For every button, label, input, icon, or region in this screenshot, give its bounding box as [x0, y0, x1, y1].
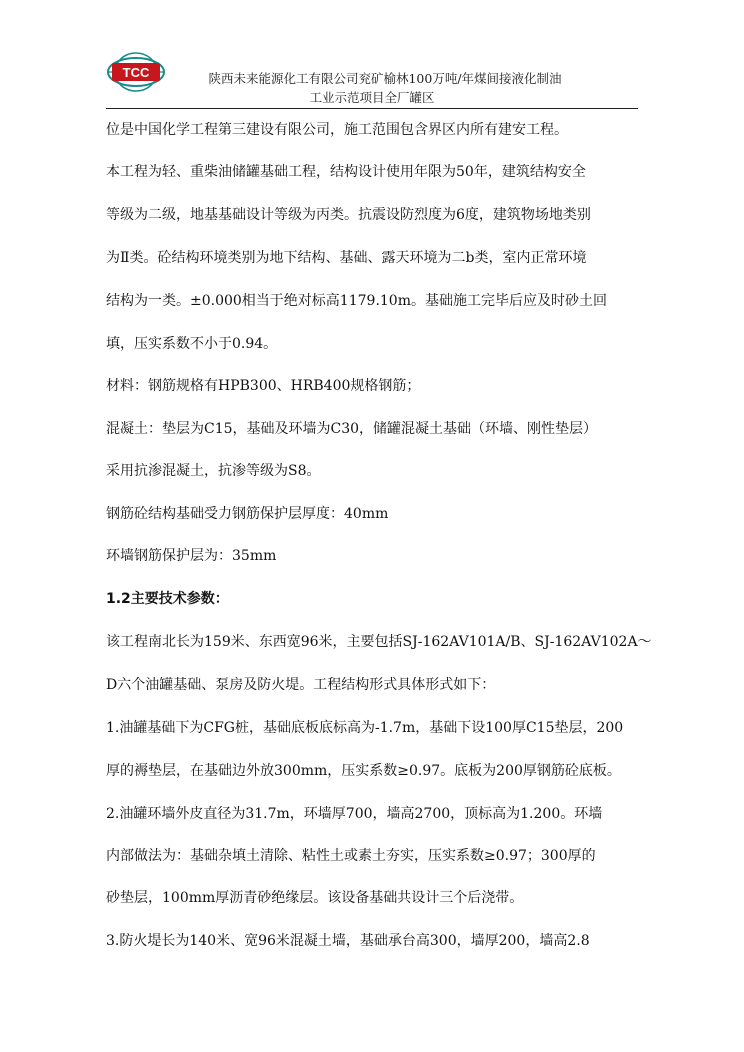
body-line: 钢筋砼结构基础受力钢筋保护层厚度：40mm	[106, 506, 389, 522]
header-divider	[106, 108, 638, 109]
body-line: 结构为一类。±0.000相当于绝对标高1179.10m。基础施工完毕后应及时砂土回	[106, 293, 607, 309]
body-line: 混凝土：垫层为C15，基础及环墙为C30，储罐混凝土基础（环墙、刚性垫层）	[106, 421, 598, 437]
section-heading: 1.2主要技术参数：	[106, 591, 229, 607]
body-line: 该工程南北长为159米、东西宽96米，主要包括SJ-162AV101A/B、SJ-162AV102A～	[106, 634, 652, 650]
body-line: 填，压实系数不小于0.94。	[106, 336, 278, 352]
body-line: 采用抗渗混凝土，抗渗等级为S8。	[106, 463, 321, 479]
body-line: 位是中国化学工程第三建设有限公司，施工范围包含界区内所有建安工程。	[106, 122, 568, 138]
body-line: 为Ⅱ类。砼结构环境类别为地下结构、基础、露天环境为二b类，室内正常环境	[106, 250, 587, 266]
body-line: 材料：钢筋规格有HPB300、HRB400规格钢筋；	[106, 378, 421, 394]
header-line-1: 陕西未来能源化工有限公司兖矿榆林100万吨/年煤间接液化制油	[208, 71, 562, 86]
body-line: 等级为二级，地基基础设计等级为丙类。抗震设防烈度为6度，建筑物场地类别	[106, 207, 591, 223]
body-line: D六个油罐基础、泵房及防火堤。工程结构形式具体形式如下：	[106, 677, 496, 693]
body-line: 砂垫层，100mm厚沥青砂绝缘层。该设备基础共设计三个后浇带。	[106, 890, 524, 906]
logo-text: TCC	[122, 65, 150, 80]
body-line: 环墙钢筋保护层为：35mm	[106, 548, 277, 564]
body-line: 2.油罐环墙外皮直径为31.7m，环墙厚700，墙高2700，顶标高为1.200。环墙	[106, 806, 603, 822]
body-line: 本工程为轻、重柴油储罐基础工程，结构设计使用年限为50年，建筑结构安全	[106, 164, 586, 180]
body-line: 1.油罐基础下为CFG桩，基础底板底标高为-1.7m，基础下设100厚C15垫层，200	[106, 720, 624, 736]
body-line: 内部做法为：基础杂填土清除、粘性土或素土夯实，压实系数≥0.97；300厚的	[106, 848, 596, 864]
header-line-2: 工业示范项目全厂罐区	[309, 90, 435, 105]
body-line: 3.防火堤长为140米、宽96米混凝土墙，基础承台高300，墙厚200，墙高2.8	[106, 933, 590, 949]
body-line: 厚的褥垫层，在基础边外放300mm，压实系数≥0.97。底板为200厚钢筋砼底板。	[106, 763, 621, 779]
